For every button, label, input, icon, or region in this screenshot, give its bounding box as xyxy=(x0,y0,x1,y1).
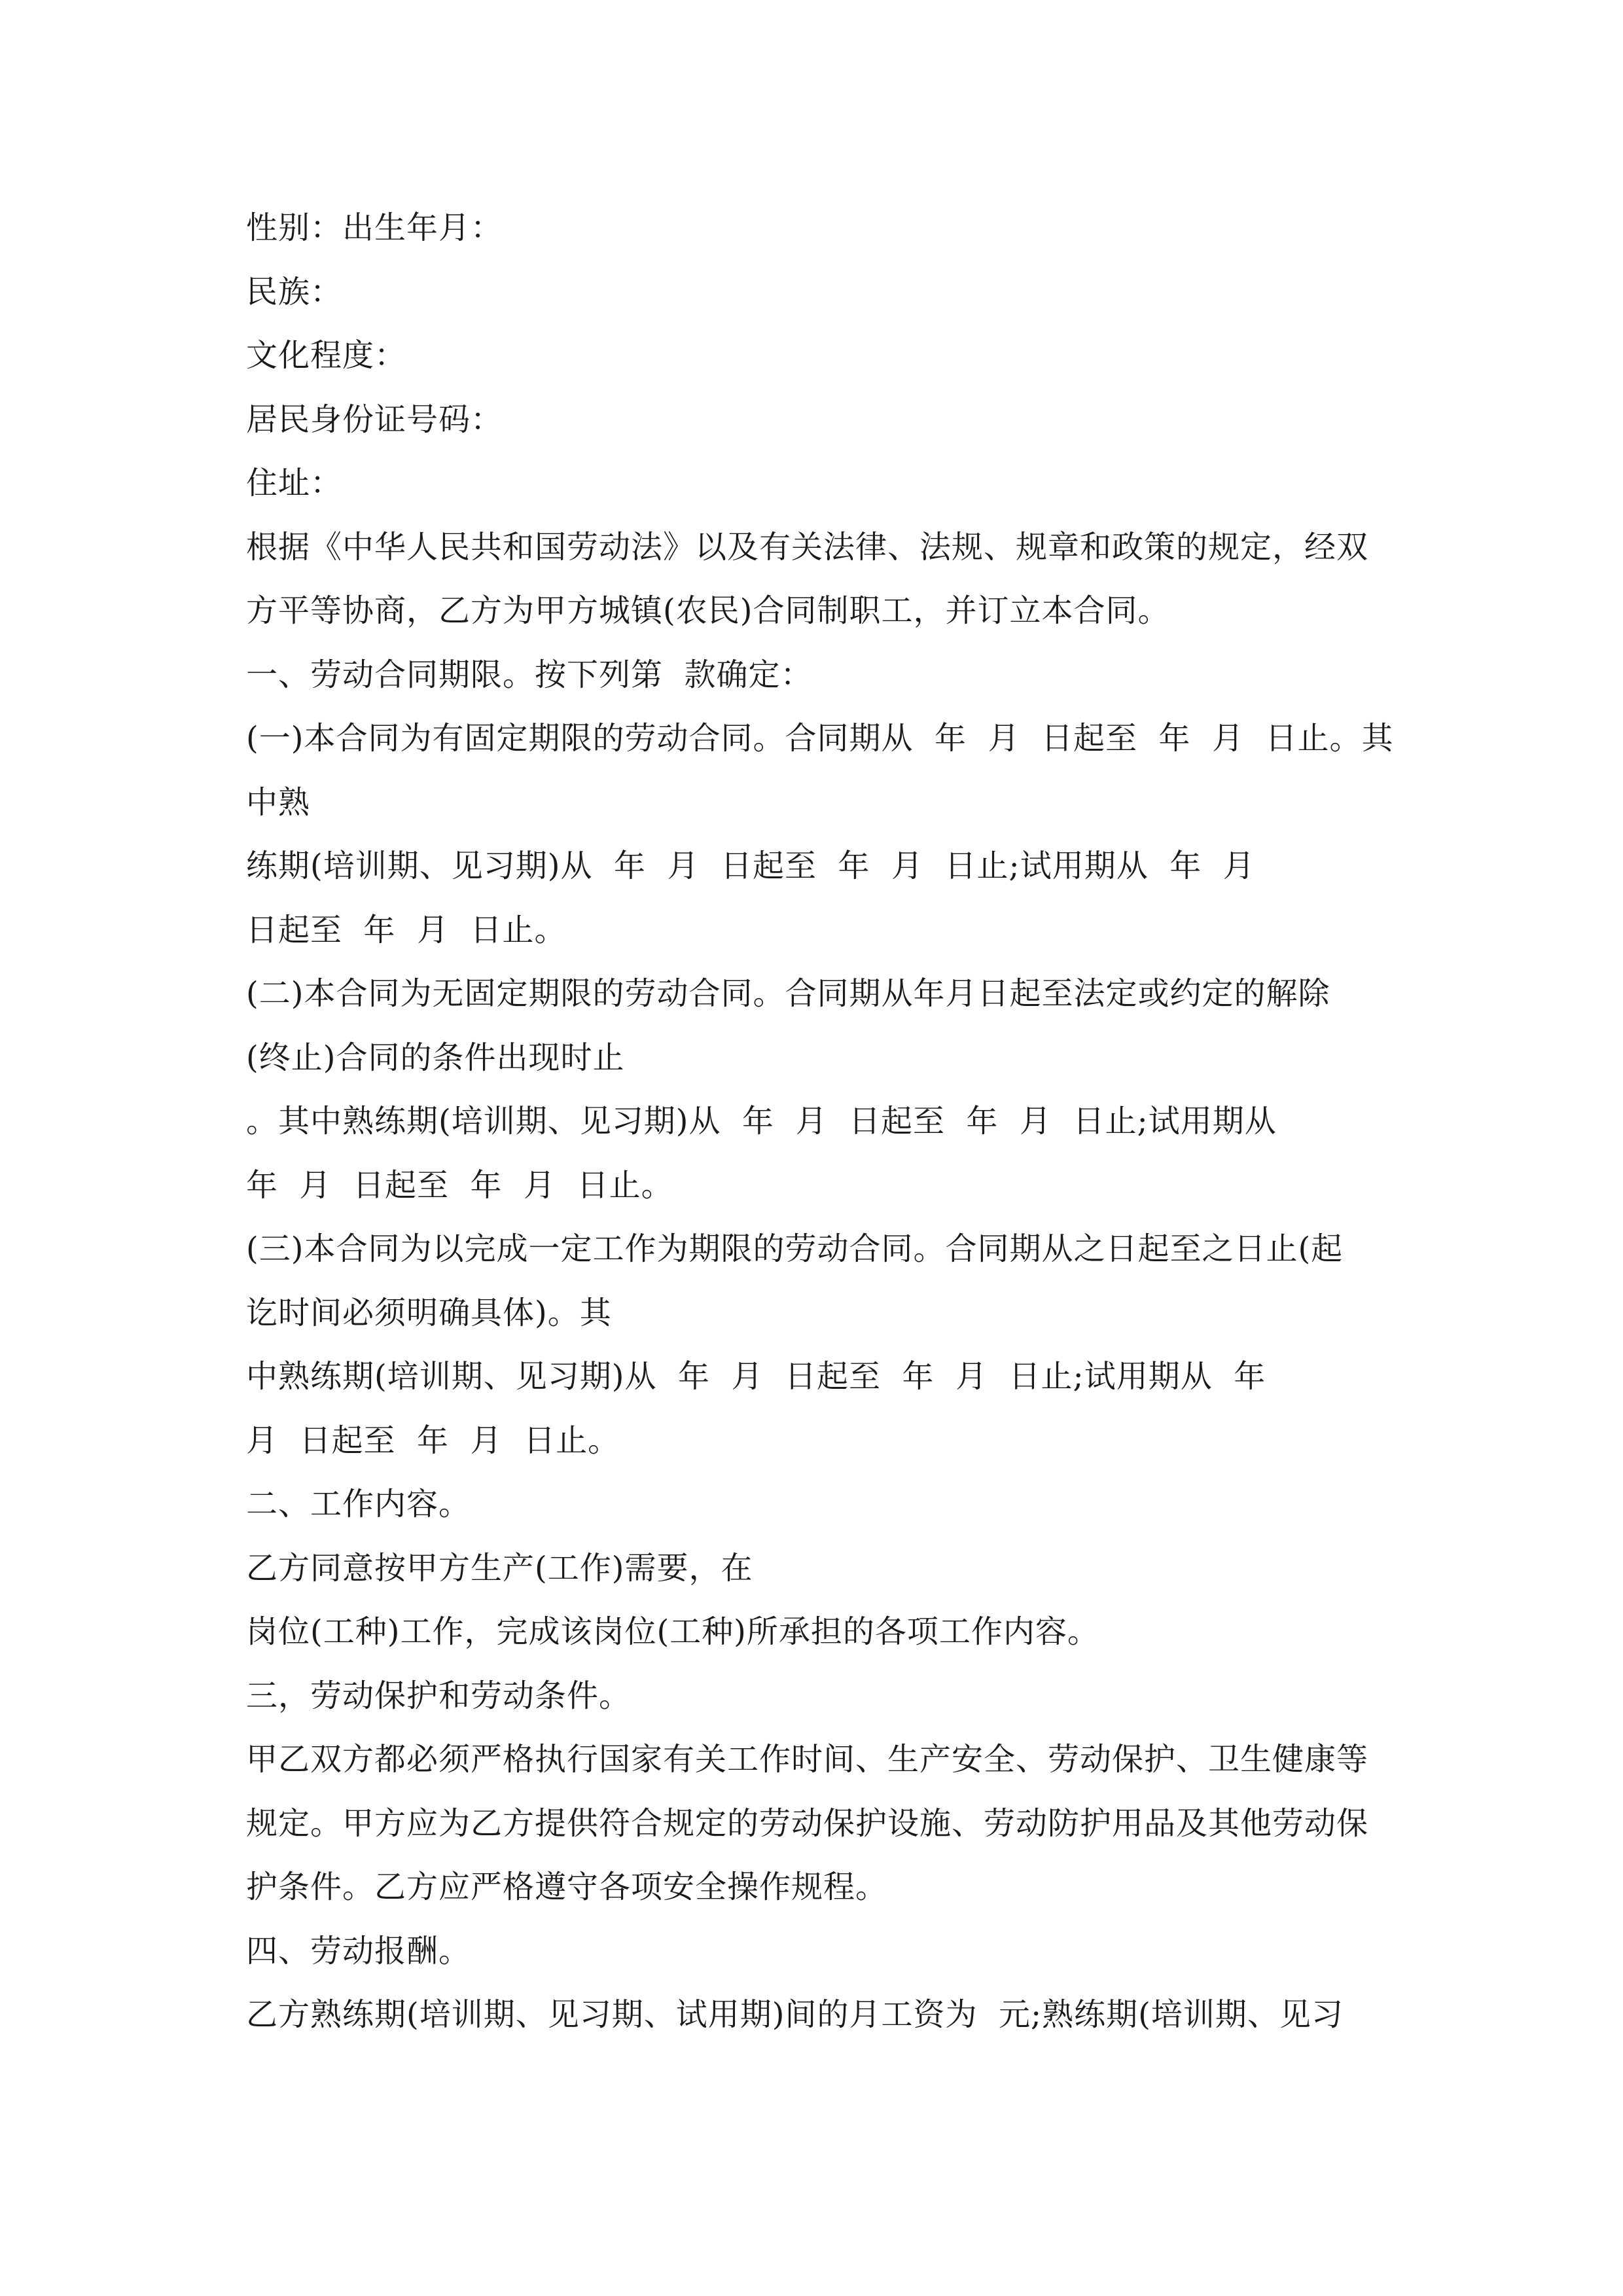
text-line-preamble: 根据《中华人民共和国劳动法》以及有关法律、法规、规章和政策的规定，经双 xyxy=(246,528,1369,565)
section-heading-remuneration: 四、劳动报酬。 xyxy=(246,1932,471,1969)
text-line-term-fixed-training: 练期(培训期、见习期)从 年 月 日起至 年 月 日止;试用期从 年 月 xyxy=(246,848,1255,884)
text-line-gender-birth: 性别：出生年月： xyxy=(246,209,503,246)
text-line-labor-protection-cont: 规定。甲方应为乙方提供符合规定的劳动保护设施、劳动防护用品及其他劳动保 xyxy=(246,1804,1369,1842)
text-line-term-open: (二)本合同为无固定期限的劳动合同。合同期从年月日起至法定或约定的解除 xyxy=(246,975,1330,1012)
text-line-address: 住址： xyxy=(246,465,343,501)
text-line-term-task-training: 中熟练期(培训期、见习期)从 年 月 日起至 年 月 日止;试用期从 年 xyxy=(246,1358,1266,1395)
text-line-term-task-cont: 讫时间必须明确具体)。其 xyxy=(246,1294,612,1331)
text-line-term-fixed: (一)本合同为有固定期限的劳动合同。合同期从 年 月 日起至 年 月 日止。其 xyxy=(246,720,1394,757)
text-line-term-fixed-cont: 中熟 xyxy=(246,783,311,821)
text-line-id-number: 居民身份证号码： xyxy=(246,401,503,438)
text-line-term-open-end: 年 月 日起至 年 月 日止。 xyxy=(246,1166,673,1204)
text-line-labor-protection-end: 护条件。乙方应严格遵守各项安全操作规程。 xyxy=(246,1869,888,1905)
text-line-work-content-cont: 岗位(工种)工作，完成该岗位(工种)所承担的各项工作内容。 xyxy=(246,1613,1099,1650)
contract-body-text xyxy=(246,196,1398,2047)
text-line-term-task-end: 月 日起至 年 月 日止。 xyxy=(246,1422,620,1459)
section-heading-work-content: 二、工作内容。 xyxy=(246,1486,471,1522)
section-heading-labor-protection: 三，劳动保护和劳动条件。 xyxy=(246,1677,632,1714)
text-line-education: 文化程度： xyxy=(246,337,407,374)
text-line-term-task: (三)本合同为以完成一定工作为期限的劳动合同。合同期从之日起至之日止(起 xyxy=(246,1230,1344,1267)
text-line-ethnicity: 民族： xyxy=(246,273,343,310)
text-line-preamble-cont: 方平等协商，乙方为甲方城镇(农民)合同制职工，并订立本合同。 xyxy=(246,592,1170,629)
text-line-work-content: 乙方同意按甲方生产(工作)需要，在 xyxy=(246,1549,753,1587)
text-line-term-open-cont: (终止)合同的条件出现时止 xyxy=(246,1039,625,1076)
text-line-term-open-training: 。其中熟练期(培训期、见习期)从 年 月 日起至 年 月 日止;试用期从 xyxy=(246,1103,1277,1139)
text-line-term-fixed-end: 日起至 年 月 日止。 xyxy=(246,911,567,948)
text-line-labor-protection: 甲乙双方都必须严格执行国家有关工作时间、生产安全、劳动保护、卫生健康等 xyxy=(246,1741,1369,1778)
text-line-remuneration: 乙方熟练期(培训期、见习期、试用期)间的月工资为 元;熟练期(培训期、见习 xyxy=(246,1996,1344,2033)
section-heading-contract-term: 一、劳动合同期限。按下列第 款确定： xyxy=(246,656,813,693)
